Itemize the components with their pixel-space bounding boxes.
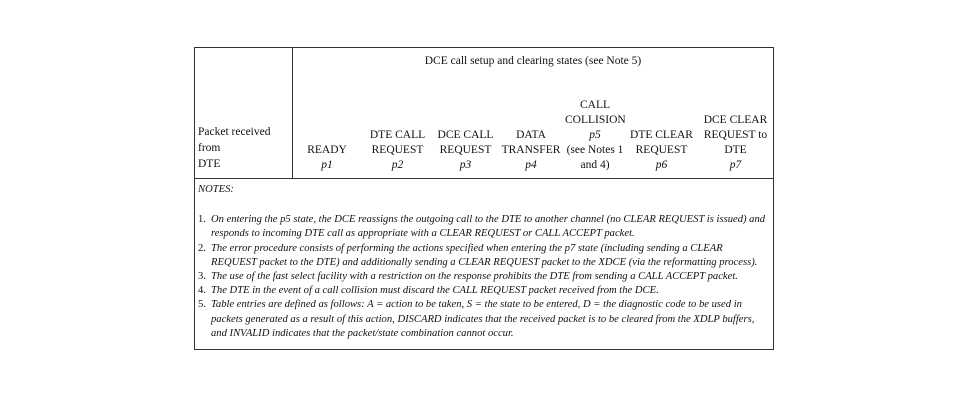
- row-label: [198, 124, 292, 172]
- note-item: [198, 213, 769, 241]
- note-item: [198, 242, 769, 270]
- state-name: CALL: [579, 99, 611, 111]
- note-item: [198, 270, 769, 284]
- state-name: REQUEST: [371, 144, 424, 156]
- state-column-p1: [293, 98, 361, 173]
- state-name: TRANSFER: [501, 144, 561, 156]
- state-name: DCE CLEAR: [703, 114, 768, 126]
- state-code: p2: [391, 159, 404, 171]
- state-name: REQUEST: [635, 144, 688, 156]
- note-text: The DTE in the event of a call collision must discard the CALL REQUEST packet received from the DCE.: [211, 285, 659, 297]
- state-name: DTE CALL: [369, 129, 426, 141]
- state-name: COLLISION: [565, 114, 626, 126]
- state-column-p5: [565, 98, 625, 173]
- notes-block: [195, 179, 773, 349]
- state-note: and 4): [580, 159, 610, 171]
- note-item: [198, 298, 769, 341]
- state-column-p3: [434, 98, 497, 173]
- table-header-row: [195, 48, 773, 179]
- state-column-p7: [698, 98, 773, 173]
- note-text: Table entries are defined as follows: A = action to be taken, S = the state to be entered, D = the diagnostic code to be used in packets generated as a result of this action, DISCARD indicates that the received packet is to be cleared from the XDLP buffers, and INVALID indicates that the packet/state combination cannot occur.: [211, 299, 755, 339]
- state-column-p4: [497, 98, 565, 173]
- state-name: DTE: [724, 144, 747, 156]
- note-text: On entering the p5 state, the DCE reassigns the outgoing call to the DTE to another channel (no CLEAR REQUEST is issued) and responds to incoming DTE call as appropriate with a CLEAR REQUEST or CALL ACCEPT packet.: [211, 214, 766, 240]
- note-item: [198, 284, 769, 298]
- state-code: p5: [589, 129, 601, 141]
- state-column-p2: [361, 98, 434, 173]
- state-code: p7: [729, 159, 742, 171]
- state-name: DCE CALL: [437, 129, 494, 141]
- note-text: The error procedure consists of performing the actions specified when entering the p7 state (including sending a CLEAR REQUEST packet to the DTE) and additionally sending a CLEAR REQUEST packet to the XDCE (via the reformatting process).: [211, 242, 758, 268]
- states-title: DCE call setup and clearing states (see Note 5): [424, 55, 642, 67]
- row-label-line: DTE: [198, 158, 221, 170]
- state-name: REQUEST: [439, 144, 492, 156]
- state-name: DTE CLEAR: [630, 129, 693, 141]
- row-label-cell: [195, 48, 293, 178]
- state-code: p3: [459, 159, 472, 171]
- state-code: p1: [321, 159, 333, 171]
- notes-heading: NOTES:: [198, 184, 234, 195]
- note-number: 3.: [198, 271, 206, 283]
- state-code: p6: [655, 159, 668, 171]
- states-area: [293, 48, 773, 178]
- state-name: REQUEST to: [703, 129, 768, 141]
- note-number: 2.: [198, 242, 206, 254]
- note-number: 1.: [198, 214, 206, 226]
- call-states-table: [194, 47, 774, 350]
- note-number: 4.: [198, 285, 206, 297]
- state-columns: [293, 98, 773, 173]
- note-text: The use of the fast select facility with a restriction on the response prohibits the DTE from sending a CALL ACCEPT packet.: [211, 271, 738, 283]
- state-column-p6: [625, 98, 698, 173]
- state-note: (see Notes 1: [566, 144, 624, 156]
- row-label-line: Packet received from: [198, 126, 271, 154]
- state-name: READY: [307, 144, 347, 156]
- state-name: DATA: [516, 129, 546, 141]
- state-code: p4: [525, 159, 537, 171]
- note-number: 5.: [198, 299, 206, 311]
